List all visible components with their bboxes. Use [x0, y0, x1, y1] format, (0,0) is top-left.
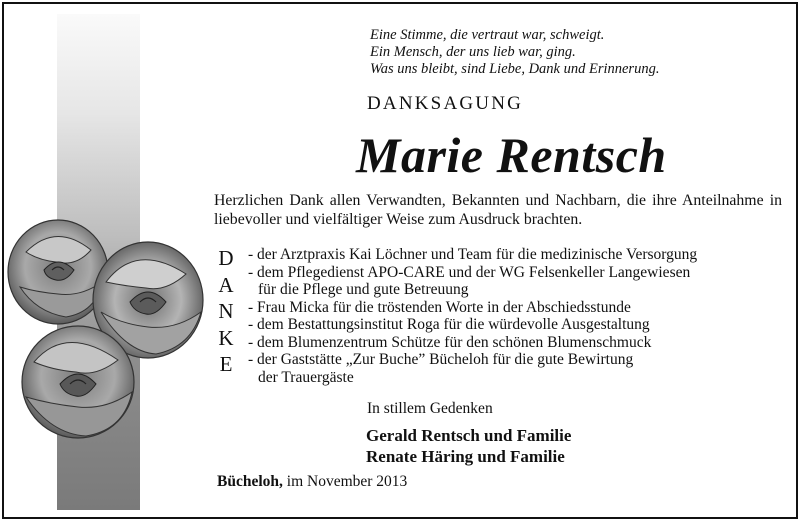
deceased-name: Marie Rentsch: [356, 127, 667, 183]
poem-line: Eine Stimme, die vertraut war, schweigt.: [370, 27, 605, 43]
poem-line: Ein Mensch, der uns lieb war, ging.: [370, 44, 576, 60]
danke-letter: N: [218, 299, 234, 323]
thanks-line: - dem Blumenzentrum Schütze für den schönen Blumenschmuck: [248, 333, 652, 351]
poem-line: Was uns bleibt, sind Liebe, Dank und Erinnerung.: [370, 61, 660, 77]
thanks-line: - Frau Micka für die tröstenden Worte in der Abschiedsstunde: [248, 298, 631, 316]
thanks-line: - dem Bestattungsinstitut Roga für die würdevolle Ausgestaltung: [248, 316, 650, 333]
date: im November 2013: [286, 473, 408, 490]
thanks-line: - der Arztpraxis Kai Löchner und Team für die medizinische Versorgung: [248, 246, 698, 263]
danke-vertical: [214, 245, 238, 378]
place-date: [217, 473, 407, 491]
thanks-line: - der Gaststätte „Zur Buche” Bücheloh für die gute Bewirtung: [248, 351, 634, 368]
family-signatures: [366, 425, 571, 467]
thanks-line: der Trauergäste: [258, 368, 354, 386]
poem: [370, 27, 659, 78]
place: Bücheloh,: [217, 473, 283, 490]
thanks-line: für die Pflege und gute Betreuung: [258, 281, 469, 298]
thanks-line: - dem Pflegedienst APO-CARE und der WG Felsenkeller Langewiesen: [248, 263, 691, 281]
memory-text: In stillem Gedenken: [367, 400, 493, 417]
family-line: Renate Häring und Familie: [366, 447, 565, 466]
thanks-list: [248, 246, 697, 386]
roses-image: [6, 212, 206, 442]
family-line: Gerald Rentsch und Familie: [366, 426, 572, 445]
heading: DANKSAGUNG: [367, 93, 524, 114]
danke-letter: A: [218, 272, 234, 297]
danke-letter: K: [218, 325, 234, 350]
danke-letter: E: [219, 352, 233, 376]
danke-letter: D: [218, 246, 234, 270]
intro-text: Herzlichen Dank allen Verwandten, Bekannten und Nachbarn, die ihre Anteilnahme in liebevoller und vielfältiger Weise zum Ausdruck brachten.: [214, 192, 782, 228]
